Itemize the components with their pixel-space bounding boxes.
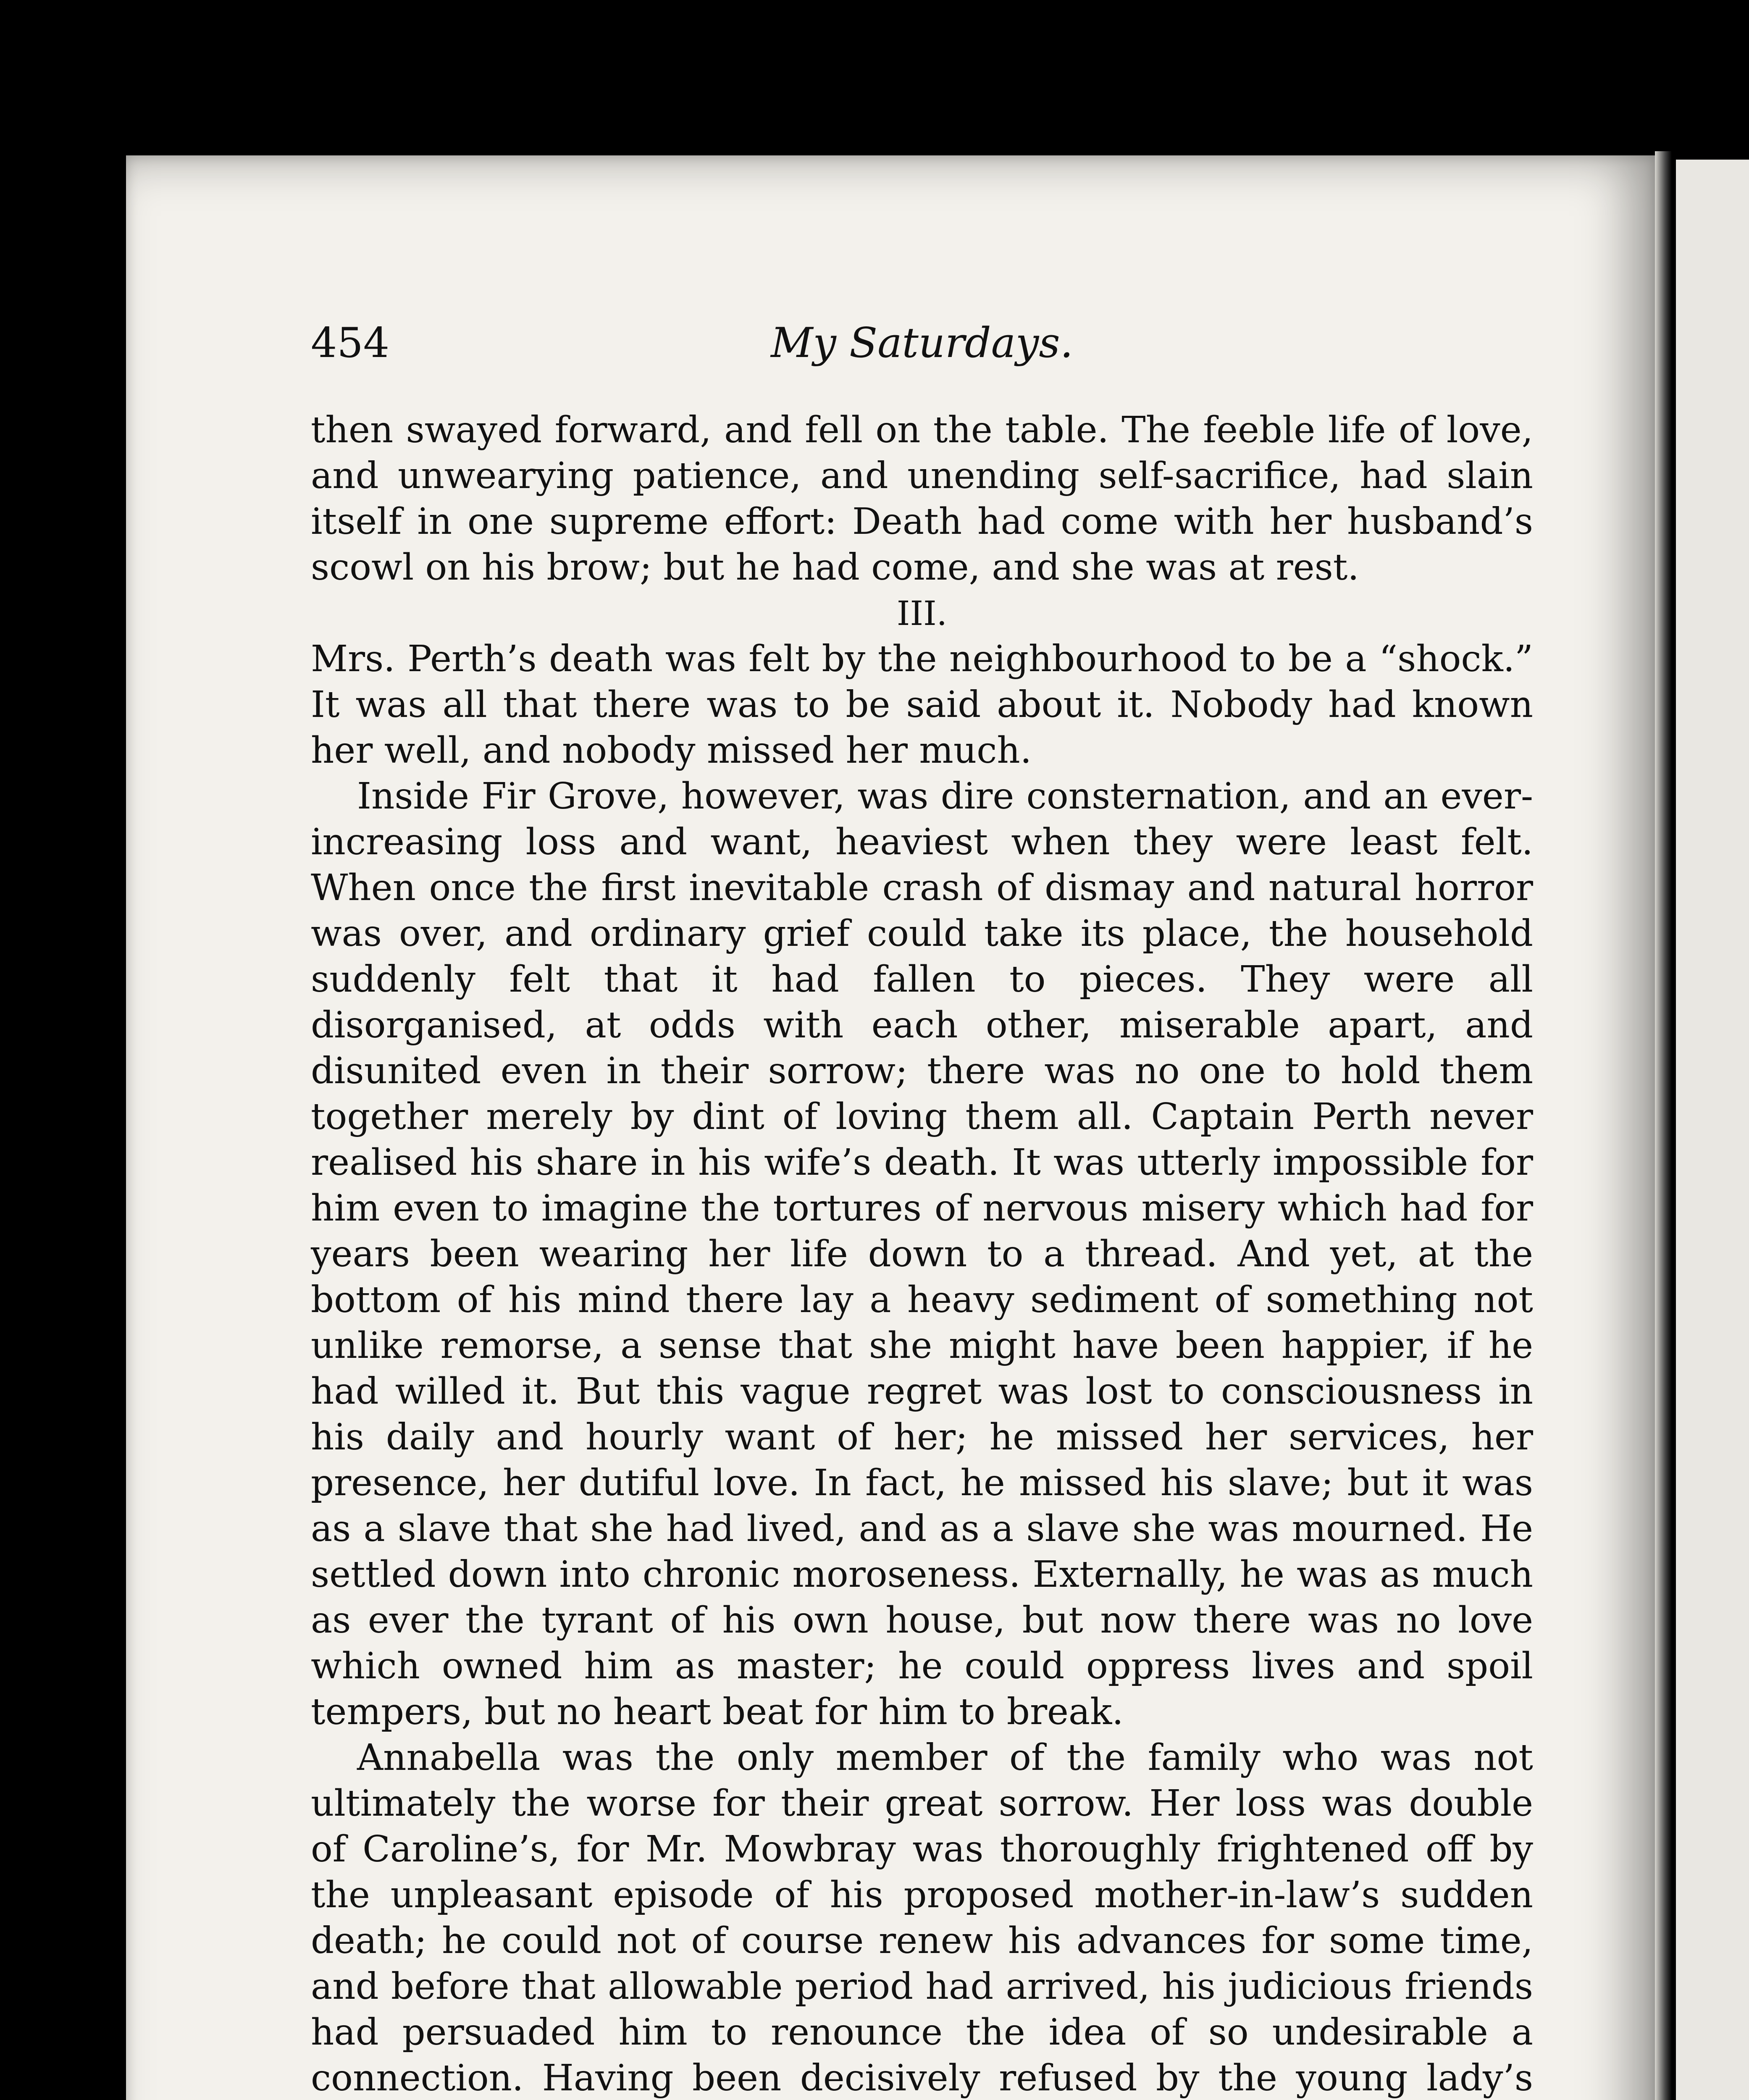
paragraph-4: Annabella was the only member of the family who was not ultimately the worse for their great sorrow. Her loss was double of Caroline’s, for Mr. Mowbray was thoroughly frightened off by the unpleasant episode of his proposed mother-in-law’s sudden death; he could not of course renew his advances for some time, and before that allowable period had arrived, his judicious friends had persuaded him to renounce the idea of so undesirable a connection. Having been decisively refused by the young lady’s (311, 1737, 1533, 2099)
page-edge-shadow (1655, 151, 1672, 2100)
paragraph-1: then swayed forward, and fell on the table. The feeble life of love, and unwearying patience, and unending self-sacrifice, had slain itself in one supreme effort: Death had come with her husband’s scowl on his brow; but he had come, and she was at rest. (311, 409, 1533, 588)
section-heading: III. (896, 594, 948, 633)
paragraph-3: Inside Fir Grove, however, was dire consternation, and an ever-increasing loss and want, heaviest when they were least felt. When once the first inevitable crash of dismay and natural horror was over, and ordinary grief could take its place, the household suddenly felt that it had fallen to pieces. They were all disorganised, at odds with each other, miserable apart, and disunited even in their sorrow; there was no one to hold them together merely by dint of loving them all. Captain Perth never realised his share in his wife’s death. It was utterly impossible for him even to imagine the tortures of nervous misery which had for years been wearing her life down to a thread. And yet, at the bottom of his mind there lay a heavy sediment of something not unlike remorse, a sense that she might have been happier, if he had willed it. But this vague regret was lost to consciousness in his daily and hourly want of her; he missed her services, her presence, her dutiful love. In fact, he missed his slave; but it was as a slave that she had lived, and as a slave she was mourned. He settled down into chronic moroseness. Externally, he was as much as ever the tyrant of his own house, but now there was no love which owned him as master; he could oppress lives and spoil tempers, but no heart beat for him to break. (311, 775, 1533, 1733)
paragraph-2: Mrs. Perth’s death was felt by the neighbourhood to be a “shock.” It was all that there was to be said about it. Nobody had known her well, and nobody missed her much. (311, 638, 1533, 772)
facing-page-edge (1676, 160, 1749, 2100)
page-header (311, 319, 1533, 382)
page-number: 454 (311, 319, 390, 367)
running-title: My Saturdays. (771, 319, 1073, 367)
body-text (311, 407, 1533, 2100)
